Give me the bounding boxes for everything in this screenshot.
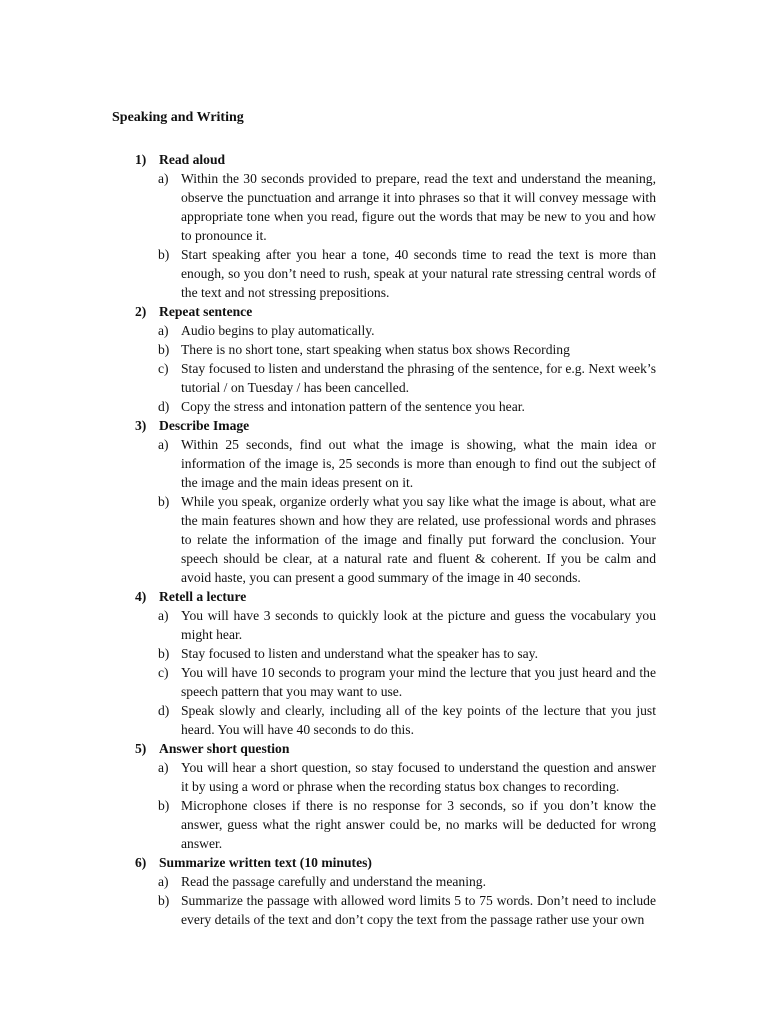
section-heading [0,150,768,169]
list-item-letter: a) [158,760,169,775]
section [0,739,768,853]
list-item-letter: b) [158,247,170,262]
section-number: 1) [135,152,147,167]
section-heading [0,416,768,435]
section-title: Summarize written text (10 minutes) [159,855,372,870]
list-item-letter: b) [158,798,170,813]
list-item-letter: c) [158,361,169,376]
section-title: Retell a lecture [159,589,247,604]
section-title: Repeat sentence [159,304,253,319]
list-item-letter: a) [158,323,169,338]
section [0,150,768,302]
section-heading [0,587,768,606]
list-item-letter: b) [158,893,170,908]
list-item-text: You will have 3 seconds to quickly look at the picture and guess the vocabulary you might hear. [181,608,656,642]
list-item [0,169,768,245]
list-item [0,606,768,644]
list-item [0,891,768,929]
list-item [0,796,768,853]
list-item-text: While you speak, organize orderly what you say like what the image is about, what are the main features shown and how they are related, use professional words and phrases to relate the information of the image and finally put forward the conclusion. Your speech should be clear, at a natural rate and fluent & coherent. If you be calm and avoid haste, you can present a good summary of the image in 40 seconds. [181,494,656,585]
section [0,302,768,416]
list-item [0,872,768,891]
document-title: Speaking and Writing [112,110,244,125]
list-item-text: You will hear a short question, so stay focused to understand the question and answer it by using a word or phrase when the recording status box changes to recording. [181,760,656,794]
list-item-text: Summarize the passage with allowed word limits 5 to 75 words. Don’t need to include every details of the text and don’t copy the text from the passage rather use your own [181,893,656,927]
list-item-text: Read the passage carefully and understand the meaning. [181,874,486,889]
list-item-text: Copy the stress and intonation pattern of the sentence you hear. [181,399,525,414]
section-title: Answer short question [159,741,290,756]
list-item [0,245,768,302]
list-item-letter: d) [158,399,170,414]
list-item [0,321,768,340]
section-title: Read aloud [159,152,226,167]
section-number: 5) [135,741,147,756]
section [0,853,768,929]
list-item-letter: a) [158,171,169,186]
list-item [0,435,768,492]
list-item-letter: c) [158,665,169,680]
list-item-letter: a) [158,608,169,623]
section [0,587,768,739]
list-item [0,701,768,739]
list-item-text: Audio begins to play automatically. [181,323,375,338]
list-item [0,758,768,796]
section [0,416,768,587]
list-item-text: Microphone closes if there is no response for 3 seconds, so if you don’t know the answer, guess what the right answer could be, no marks will be deducted for wrong answer. [181,798,656,851]
list-item [0,644,768,663]
list-item [0,340,768,359]
section-number: 6) [135,855,147,870]
list-item [0,359,768,397]
list-item-text: Within 25 seconds, find out what the image is showing, what the main idea or information of the image is, 25 seconds is more than enough to find out the subject of the image and the main ideas present on it. [181,437,656,490]
section-heading [0,853,768,872]
section-number: 3) [135,418,147,433]
list-item-text: There is no short tone, start speaking when status box shows Recording [181,342,570,357]
list-item-text: Start speaking after you hear a tone, 40 seconds time to read the text is more than enough, so you don’t need to rush, speak at your natural rate stressing central words of the text and not stressing prepositions. [181,247,656,300]
list-item-text: Within the 30 seconds provided to prepare, read the text and understand the meaning, observe the punctuation and arrange it into phrases so that it will convey message with appropriate tone when you read, figure out the words that may be new to you and how to pronounce it. [181,171,656,243]
section-heading [0,302,768,321]
section-title: Describe Image [159,418,250,433]
list-item-letter: b) [158,646,170,661]
list-item-letter: a) [158,437,169,452]
list-item-letter: b) [158,494,170,509]
section-number: 2) [135,304,147,319]
section-list [0,150,768,929]
list-item-letter: d) [158,703,170,718]
list-item-text: Stay focused to listen and understand what the speaker has to say. [181,646,538,661]
list-item [0,397,768,416]
list-item-text: You will have 10 seconds to program your mind the lecture that you just heard and the speech pattern that you may want to use. [181,665,656,699]
list-item-text: Stay focused to listen and understand the phrasing of the sentence, for e.g. Next week’s tutorial / on Tuesday / has been cancelled. [181,361,656,395]
section-heading [0,739,768,758]
list-item-text: Speak slowly and clearly, including all of the key points of the lecture that you just heard. You will have 40 seconds to do this. [181,703,656,737]
list-item-letter: a) [158,874,169,889]
section-number: 4) [135,589,147,604]
list-item [0,492,768,587]
list-item [0,663,768,701]
list-item-letter: b) [158,342,170,357]
